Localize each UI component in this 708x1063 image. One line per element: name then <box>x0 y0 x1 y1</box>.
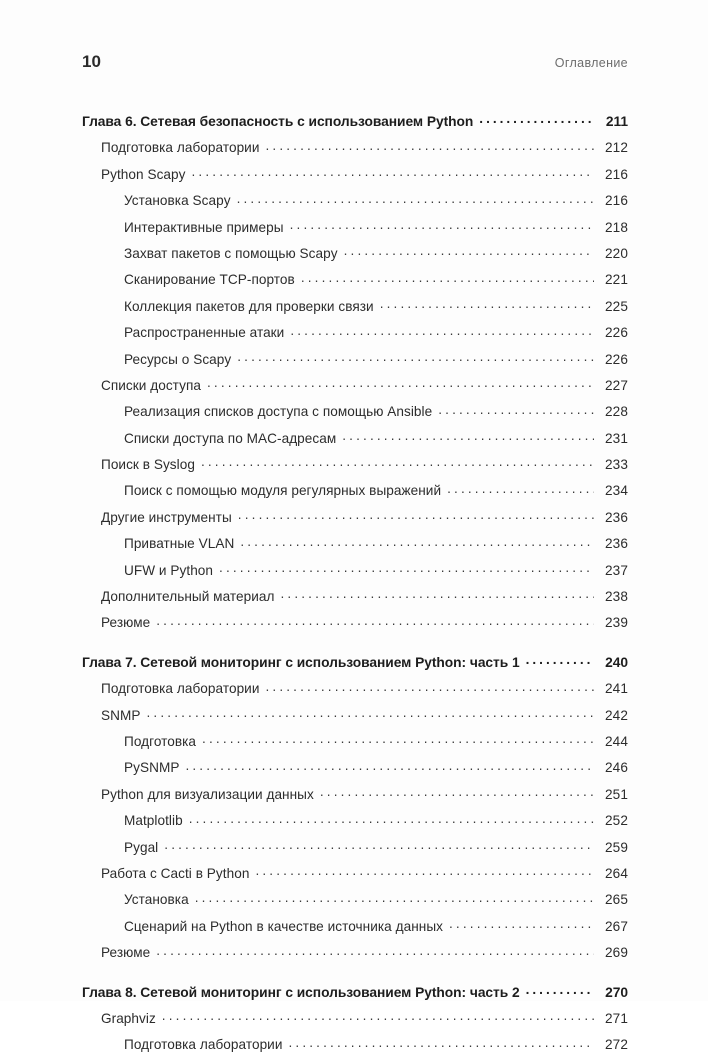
toc-dot-leader <box>320 786 594 799</box>
toc-dot-leader <box>265 139 594 152</box>
toc-entry-row[interactable] <box>82 245 628 271</box>
toc-entry-row[interactable] <box>82 614 628 640</box>
toc-entry-row[interactable] <box>82 482 628 508</box>
toc-entry-label: Реализация списков доступа с помощью Ansible <box>124 404 433 420</box>
toc-dot-leader <box>301 271 594 284</box>
toc-entry-label: Сканирование TCP-портов <box>124 272 295 288</box>
toc-entry-row[interactable] <box>82 509 628 535</box>
toc-entry-label: Глава 7. Сетевой мониторинг с использованием Python: часть 1 <box>82 654 520 670</box>
toc-chapter-row[interactable] <box>82 113 628 139</box>
toc-entry-row[interactable] <box>82 812 628 838</box>
toc-entry-label: Сценарий на Python в качестве источника данных <box>124 918 443 934</box>
toc-dot-leader <box>479 113 594 126</box>
toc-entry-row[interactable] <box>82 377 628 403</box>
toc-dot-leader <box>438 403 594 416</box>
toc-dot-leader <box>219 562 594 575</box>
toc-entry-page-number: 237 <box>605 562 628 578</box>
toc-entry-row[interactable] <box>82 298 628 324</box>
toc-entry-row[interactable] <box>82 891 628 917</box>
toc-entry-row[interactable] <box>82 562 628 588</box>
toc-entry-label: PySNMP <box>124 760 180 776</box>
toc-entry-label: Списки доступа по MAC-адресам <box>124 430 337 446</box>
toc-entry-row[interactable] <box>82 324 628 350</box>
toc-dot-leader <box>240 535 594 548</box>
toc-entry-row[interactable] <box>82 839 628 865</box>
toc-entry-label: Списки доступа <box>101 377 201 393</box>
toc-entry-row[interactable] <box>82 759 628 785</box>
toc-dot-leader <box>290 324 594 337</box>
toc-entry-row[interactable] <box>82 733 628 759</box>
toc-entry-row[interactable] <box>82 535 628 561</box>
toc-entry-page-number: 212 <box>605 140 628 156</box>
toc-dot-leader <box>164 839 594 852</box>
toc-entry-page-number: 231 <box>605 430 628 446</box>
toc-dot-leader <box>526 654 594 667</box>
toc-entry-page-number: 226 <box>605 325 628 341</box>
toc-dot-leader <box>255 865 594 878</box>
toc-entry-row[interactable] <box>82 1036 628 1062</box>
toc-dot-leader <box>146 707 594 720</box>
toc-dot-leader <box>201 456 594 469</box>
toc-entry-label: Установка Scapy <box>124 193 231 209</box>
running-head <box>82 52 628 78</box>
toc-entry-label: Подготовка лаборатории <box>124 1037 283 1053</box>
toc-entry-page-number: 264 <box>605 865 628 881</box>
table-of-contents <box>82 113 628 1063</box>
toc-entry-page-number: 238 <box>605 589 628 605</box>
toc-dot-leader <box>156 944 594 957</box>
toc-dot-leader <box>195 891 594 904</box>
toc-entry-page-number: 242 <box>605 707 628 723</box>
toc-entry-label: Глава 8. Сетевой мониторинг с использованием Python: часть 2 <box>82 984 520 1000</box>
toc-entry-page-number: 220 <box>605 245 628 261</box>
toc-entry-row[interactable] <box>82 192 628 218</box>
toc-dot-leader <box>237 192 594 205</box>
toc-entry-row[interactable] <box>82 918 628 944</box>
toc-dot-leader <box>238 509 594 522</box>
toc-dot-leader <box>202 733 594 746</box>
toc-entry-row[interactable] <box>82 219 628 245</box>
toc-entry-label: Распространенные атаки <box>124 325 285 341</box>
toc-entry-label: Захват пакетов с помощью Scapy <box>124 245 338 261</box>
toc-entry-page-number: 227 <box>605 377 628 393</box>
toc-entry-page-number: 259 <box>605 839 628 855</box>
toc-entry-page-number: 233 <box>605 457 628 473</box>
toc-entry-label: Интерактивные примеры <box>124 219 284 235</box>
toc-entry-page-number: 211 <box>605 114 628 129</box>
toc-entry-label: Ресурсы о Scapy <box>124 351 232 367</box>
toc-entry-label: Python Scapy <box>101 166 186 182</box>
toc-dot-leader <box>191 166 594 179</box>
toc-entry-page-number: 269 <box>605 945 628 961</box>
toc-entry-label: Дополнительный материал <box>101 589 275 605</box>
toc-entry-row[interactable] <box>82 707 628 733</box>
toc-dot-leader <box>280 588 594 601</box>
toc-entry-label: Python для визуализации данных <box>101 786 314 802</box>
toc-entry-row[interactable] <box>82 680 628 706</box>
toc-entry-page-number: 271 <box>605 1010 628 1026</box>
toc-entry-page-number: 236 <box>605 536 628 552</box>
toc-entry-row[interactable] <box>82 786 628 812</box>
toc-entry-label: Matplotlib <box>124 813 183 829</box>
toc-entry-label: Глава 6. Сетевая безопасность с использованием Python <box>82 114 474 129</box>
toc-dot-leader <box>265 680 594 693</box>
toc-entry-label: Коллекция пакетов для проверки связи <box>124 298 374 314</box>
toc-entry-label: Pygal <box>124 839 159 855</box>
toc-entry-label: Работа с Cacti в Python <box>101 865 250 881</box>
toc-entry-label: Приватные VLAN <box>124 536 235 552</box>
toc-entry-label: Поиск с помощью модуля регулярных выражений <box>124 483 442 499</box>
toc-entry-page-number: 239 <box>605 615 628 631</box>
toc-dot-leader <box>288 1036 594 1049</box>
toc-entry-page-number: 221 <box>605 272 628 288</box>
toc-entry-row[interactable] <box>82 1010 628 1036</box>
toc-chapter-row[interactable] <box>82 654 628 680</box>
toc-entry-row[interactable] <box>82 865 628 891</box>
toc-entry-row[interactable] <box>82 166 628 192</box>
toc-entry-label: UFW и Python <box>124 562 214 578</box>
toc-entry-page-number: 216 <box>605 193 628 209</box>
toc-entry-page-number: 236 <box>605 509 628 525</box>
toc-entry-row[interactable] <box>82 271 628 297</box>
toc-entry-page-number: 272 <box>605 1037 628 1053</box>
toc-entry-row[interactable] <box>82 430 628 456</box>
toc-entry-page-number: 267 <box>605 918 628 934</box>
toc-entry-label: Поиск в Syslog <box>101 457 195 473</box>
page-number-folio: 10 <box>82 52 102 71</box>
toc-entry-page-number: 225 <box>605 298 628 314</box>
toc-entry-page-number: 270 <box>605 984 628 1000</box>
toc-dot-leader <box>185 759 594 772</box>
toc-dot-leader <box>447 482 594 495</box>
toc-entry-label: Подготовка лаборатории <box>101 681 260 697</box>
toc-entry-page-number: 241 <box>605 681 628 697</box>
toc-entry-page-number: 246 <box>605 760 628 776</box>
toc-entry-row[interactable] <box>82 944 628 970</box>
toc-entry-row[interactable] <box>82 351 628 377</box>
toc-dot-leader <box>207 377 594 390</box>
toc-entry-row[interactable] <box>82 403 628 429</box>
toc-entry-label: SNMP <box>101 707 141 723</box>
toc-entry-page-number: 218 <box>605 219 628 235</box>
toc-entry-label: Резюме <box>101 615 151 631</box>
toc-entry-label: Другие инструменты <box>101 509 232 525</box>
toc-entry-label: Подготовка <box>124 733 197 749</box>
toc-entry-page-number: 251 <box>605 786 628 802</box>
toc-entry-row[interactable] <box>82 588 628 614</box>
running-head-title: Оглавление <box>554 56 628 70</box>
toc-dot-leader <box>290 219 594 232</box>
toc-dot-leader <box>156 614 594 627</box>
toc-entry-label: Подготовка лаборатории <box>101 140 260 156</box>
toc-entry-page-number: 226 <box>605 351 628 367</box>
toc-entry-page-number: 240 <box>605 654 628 670</box>
toc-dot-leader <box>449 918 594 931</box>
toc-entry-label: Graphviz <box>101 1010 156 1026</box>
toc-dot-leader <box>526 984 594 997</box>
toc-entry-page-number: 216 <box>605 166 628 182</box>
toc-dot-leader <box>344 245 594 258</box>
toc-entry-page-number: 228 <box>605 404 628 420</box>
toc-dot-leader <box>380 298 594 311</box>
toc-dot-leader <box>162 1010 594 1023</box>
toc-entry-row[interactable] <box>82 456 628 482</box>
toc-dot-leader <box>237 351 594 364</box>
toc-entry-page-number: 265 <box>605 892 628 908</box>
toc-dot-leader <box>189 812 594 825</box>
toc-entry-page-number: 244 <box>605 733 628 749</box>
toc-entry-page-number: 252 <box>605 813 628 829</box>
toc-entry-page-number: 234 <box>605 483 628 499</box>
toc-entry-label: Резюме <box>101 945 151 961</box>
toc-dot-leader <box>342 430 594 443</box>
toc-entry-row[interactable] <box>82 139 628 165</box>
toc-chapter-row[interactable] <box>82 984 628 1010</box>
toc-entry-label: Установка <box>124 892 189 908</box>
